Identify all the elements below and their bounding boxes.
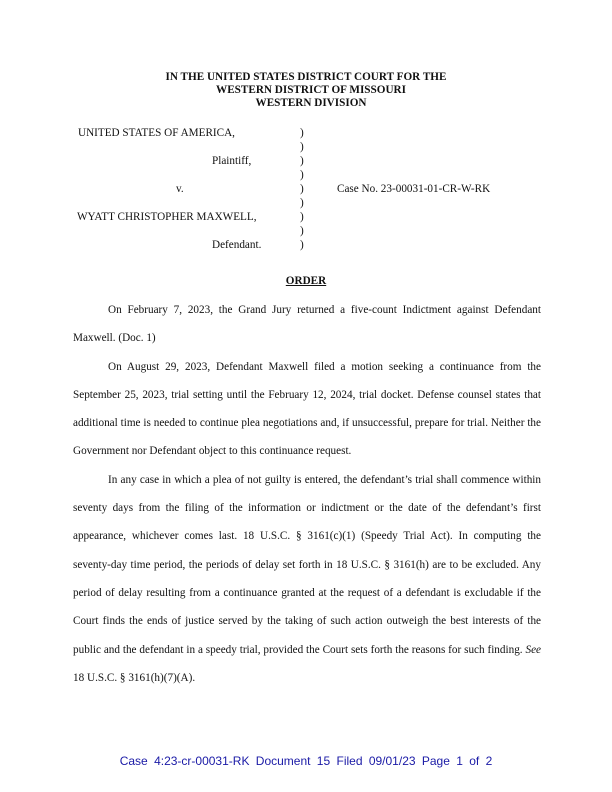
paragraph-1: On February 7, 2023, the Grand Jury returned a five-count Indictment against Defendant Maxwell. (Doc. 1) <box>73 304 541 345</box>
court-header-line-1: IN THE UNITED STATES DISTRICT COURT FOR THE <box>165 71 447 83</box>
caption-paren: ) <box>300 141 304 153</box>
caption-paren: ) <box>300 127 304 139</box>
court-header-line-2: WESTERN DISTRICT OF MISSOURI <box>216 84 406 96</box>
case-caption <box>0 127 612 252</box>
caption-paren: ) <box>300 169 304 181</box>
paragraph-3-citation: 18 U.S.C. § 3161(h)(7)(A). <box>73 671 196 684</box>
caption-paren: ) <box>300 239 304 251</box>
paragraph-2: On August 29, 2023, Defendant Maxwell filed a motion seeking a continuance from the September 25, 2023, trial setting until the February 12, 2024, trial docket. Defense counsel states that additional time is needed to continue plea negotiations and, if unsuccessful, prepare for trial. Neither the Government nor Defendant object to this continuance request. <box>73 360 541 458</box>
see-signal: See <box>525 643 541 656</box>
paragraph-3 <box>73 466 541 692</box>
plaintiff-name: UNITED STATES OF AMERICA, <box>78 127 235 139</box>
filing-footer: Case 4:23-cr-00031-RK Document 15 Filed 09/01/23 Page 1 of 2 <box>119 754 493 768</box>
court-header <box>0 71 612 110</box>
caption-paren: ) <box>300 211 304 223</box>
versus-label: v. <box>176 183 184 195</box>
caption-paren: ) <box>300 197 304 209</box>
order-title: ORDER <box>285 275 327 287</box>
court-header-line-3: WESTERN DIVISION <box>255 97 367 109</box>
defendant-name: WYATT CHRISTOPHER MAXWELL, <box>77 211 257 223</box>
case-number: Case No. 23-00031-01-CR-W-RK <box>337 183 491 195</box>
caption-paren: ) <box>300 225 304 237</box>
paragraph-3-main: In any case in which a plea of not guilty is entered, the defendant’s trial shall commence within seventy days from the filing of the information or indictment or the date of the defendant’s first appearance, whichever comes last. 18 U.S.C. § 3161(c)(1) (Speedy Trial Act). In computing the seventy-day time period, the periods of delay set forth in 18 U.S.C. § 3161(h) are to be excluded. Any period of delay resulting from a continuance granted at the request of a defendant is excludable if the Court finds the ends of justice served by the taking of such action outweigh the best interests of the public and the defendant in a speedy trial, provided the Court sets forth the reasons for such finding. <box>73 473 541 656</box>
order-body <box>73 296 541 692</box>
caption-paren: ) <box>300 155 304 167</box>
caption-paren: ) <box>300 183 304 195</box>
defendant-role: Defendant. <box>212 239 262 251</box>
plaintiff-role: Plaintiff, <box>212 155 252 167</box>
